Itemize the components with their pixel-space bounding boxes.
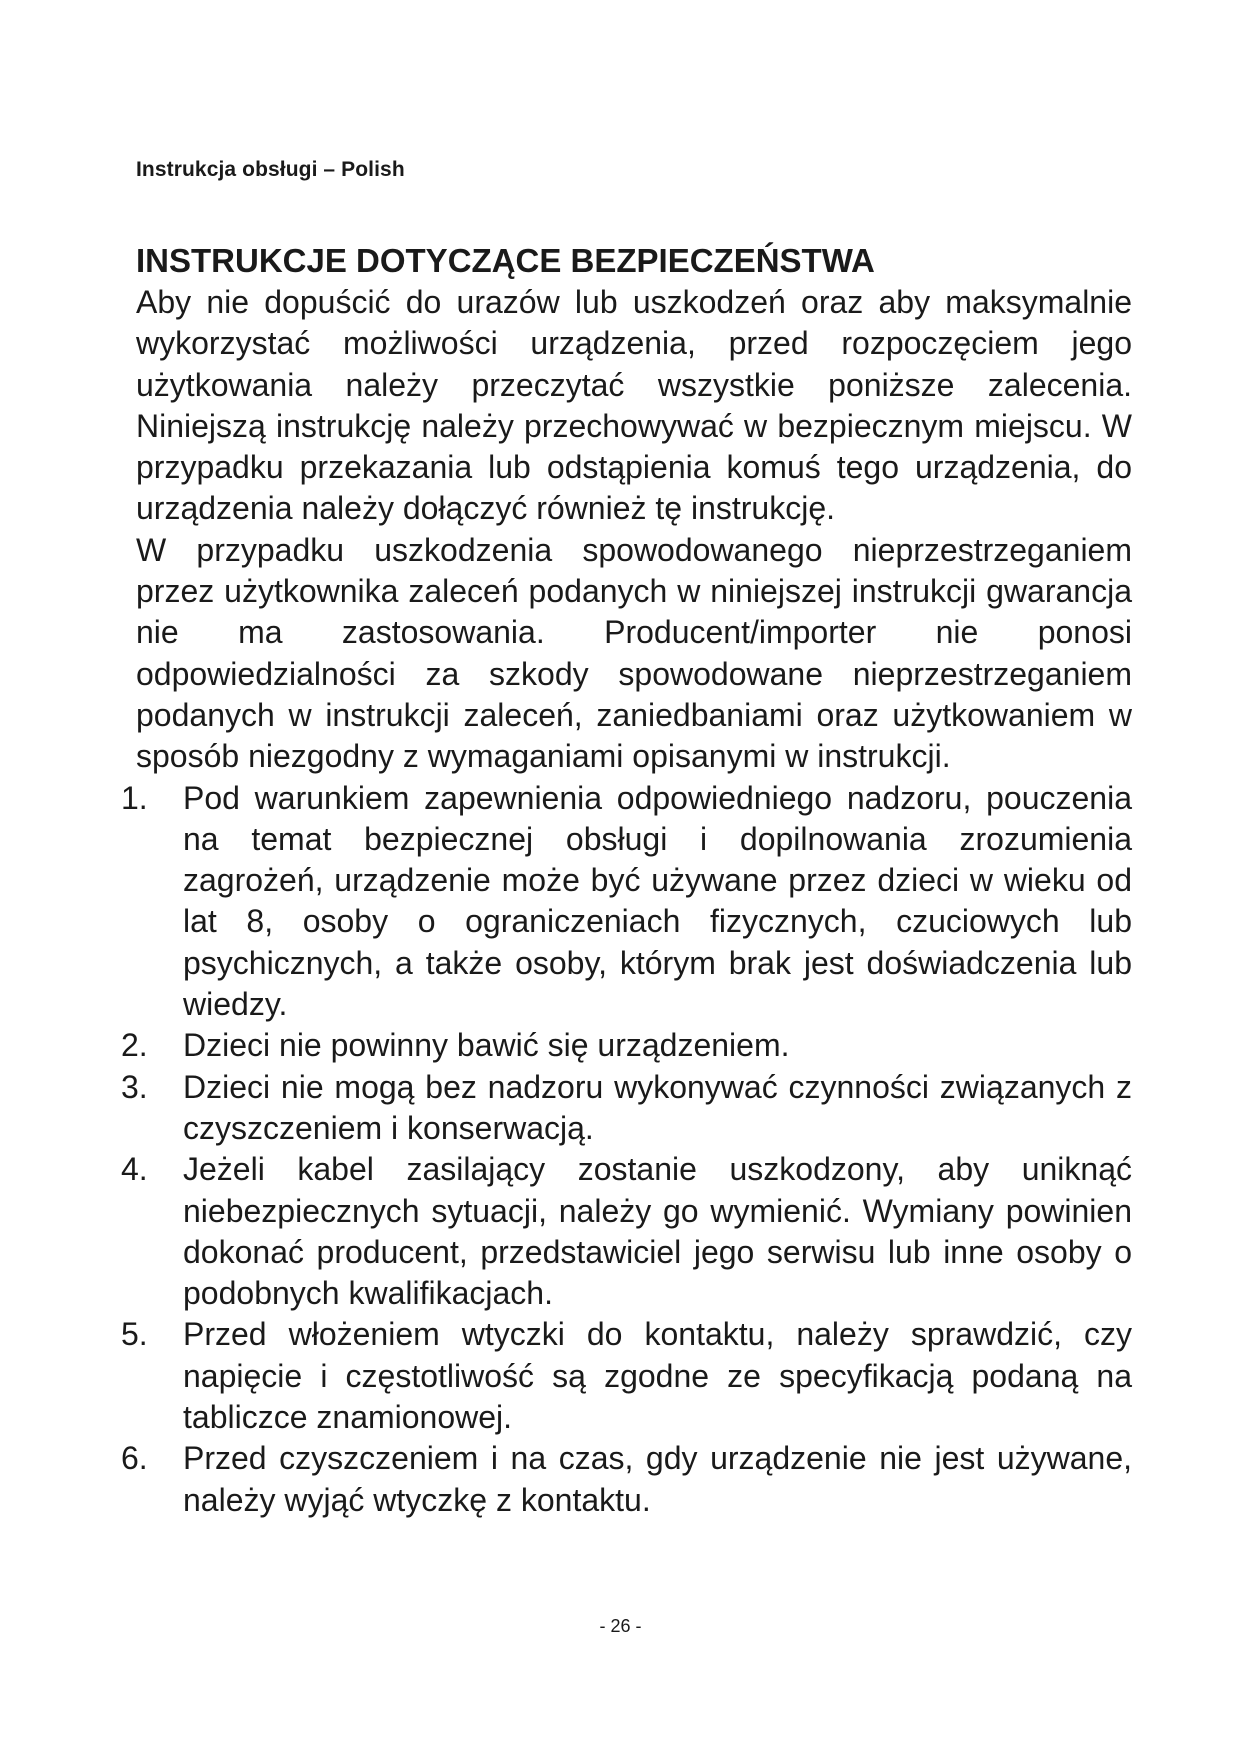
- list-item: [121, 1067, 1132, 1150]
- list-item-text: Jeżeli kabel zasilający zostanie uszkodzony, aby uniknąć niebezpiecznych sytuacji, należy go wymienić. Wymiany powinien dokonać producent, przedstawiciel jego serwisu lub inne osoby o podobnych kwalifikacjach.: [183, 1151, 1132, 1312]
- list-item: [121, 778, 1132, 1026]
- list-item-text: Przed włożeniem wtyczki do kontaktu, należy sprawdzić, czy napięcie i częstotliwość są zgodne ze specyfikacją podaną na tabliczce znamionowej.: [183, 1316, 1132, 1436]
- list-item-number: 1.: [121, 779, 148, 816]
- list-item: [121, 1438, 1132, 1521]
- list-item-text: Pod warunkiem zapewnienia odpowiedniego nadzoru, pouczenia na temat bezpiecznej obsługi i dopilnowania zrozumienia zagrożeń, urządzenie może być używane przez dzieci w wieku od lat 8, osoby o ograniczeniach fizycznych, czuciowych lub psychicznych, a także osoby, którym brak jest doświadczenia lub wiedzy.: [183, 779, 1132, 1023]
- list-item-number: 5.: [121, 1316, 148, 1353]
- list-item-number: 4.: [121, 1151, 148, 1188]
- list-item-number: 3.: [121, 1068, 148, 1105]
- list-item-text: Dzieci nie powinny bawić się urządzeniem.: [183, 1027, 790, 1064]
- list-item-text: Przed czyszczeniem i na czas, gdy urządzenie nie jest używane, należy wyjąć wtyczkę z kontaktu.: [183, 1440, 1132, 1518]
- list-item: [121, 1314, 1132, 1438]
- list-item: [121, 1149, 1132, 1314]
- page-number: - 26 -: [599, 1616, 642, 1636]
- list-item-number: 2.: [121, 1027, 148, 1064]
- intro-paragraph: Aby nie dopuścić do urazów lub uszkodzeń oraz aby maksymalnie wykorzystać możliwości urządzenia, przed rozpoczęciem jego użytkowania należy przeczytać wszystkie poniższe zalecenia. Niniejszą instrukcję należy przechowywać w bezpiecznym miejscu. W przypadku przekazania lub odstąpienia komuś tego urządzenia, do urządzenia należy dołączyć również tę instrukcję.: [136, 284, 1132, 527]
- safety-list: [121, 778, 1132, 1521]
- list-item-number: 6.: [121, 1440, 148, 1477]
- list-item: [121, 1025, 1132, 1066]
- list-item-text: Dzieci nie mogą bez nadzoru wykonywać czynności związanych z czyszczeniem i konserwacją.: [183, 1068, 1132, 1146]
- section-title: INSTRUKCJE DOTYCZĄCE BEZPIECZEŃSTWA: [136, 242, 875, 279]
- warranty-paragraph: W przypadku uszkodzenia spowodowanego nieprzestrzeganiem przez użytkownika zaleceń podanych w niniejszej instrukcji gwarancja nie ma zastosowania. Producent/importer nie ponosi odpowiedzialności za szkody spowodowane nieprzestrzeganiem podanych w instrukcji zaleceń, zaniedbaniami oraz użytkowaniem w sposób niezgodny z wymaganiami opisanymi w instrukcji.: [136, 531, 1132, 775]
- main-content: [121, 240, 1132, 1521]
- page-header: Instrukcja obsługi – Polish: [136, 158, 405, 181]
